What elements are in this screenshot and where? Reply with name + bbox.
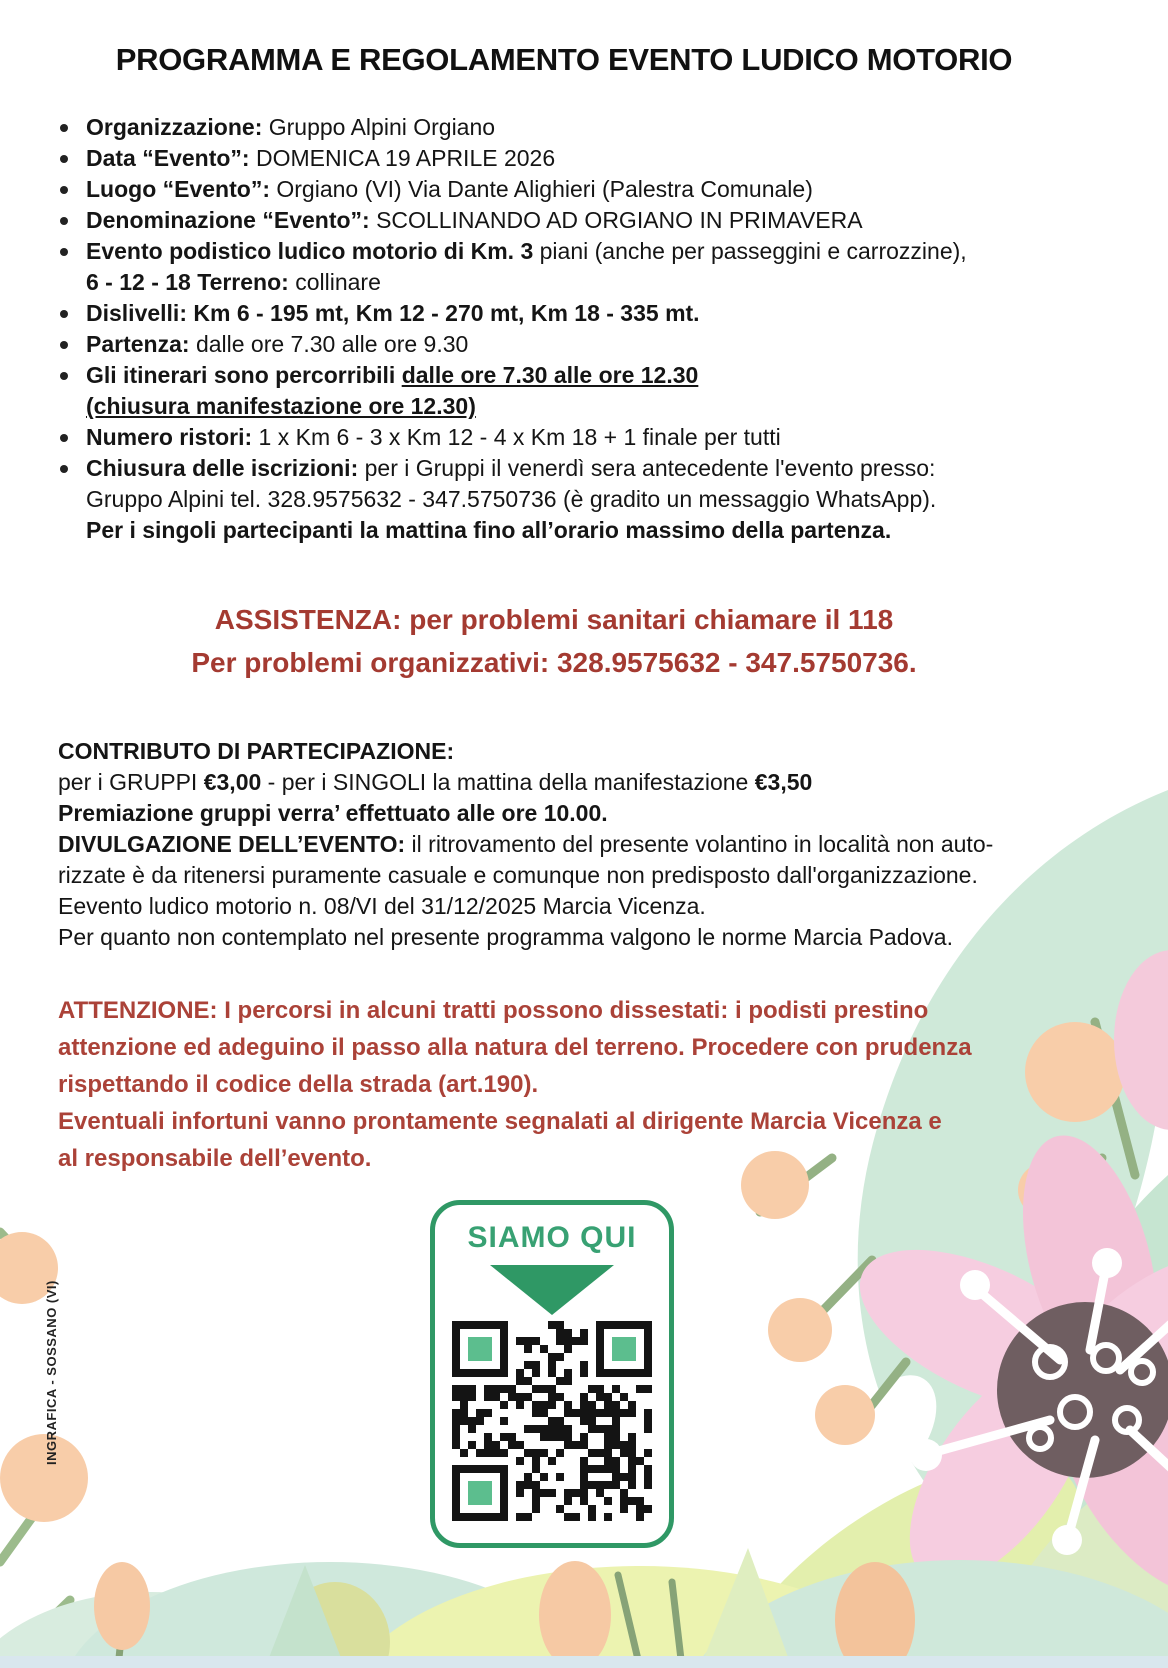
assistance-line-2: Per problemi organizzativi: 328.9575632 - 347.5750736. — [191, 647, 917, 678]
list-item-denominazione: Denominazione “Evento”: SCOLLINANDO AD ORGIANO IN PRIMAVERA — [52, 205, 1110, 236]
assistance-line-1: ASSISTENZA: per problemi sanitari chiamare il 118 — [214, 604, 894, 635]
list-item-data-evento: Data “Evento”: DOMENICA 19 APRILE 2026 — [52, 143, 1110, 174]
contributo-heading: CONTRIBUTO DI PARTECIPAZIONE: — [58, 738, 455, 764]
contributo-divulgazione: DIVULGAZIONE DELL’EVENTO: il ritrovamento del presente volantino in località non auto- rizzate è da ritenersi puramente casuale e comunque non predisposto dall'organizzazione. — [58, 831, 994, 888]
attention-notice — [58, 992, 1120, 1177]
list-item-chiusura-iscrizioni: Chiusura delle iscrizioni: per i Gruppi il venerdì sera antecedente l'evento presso: Gruppo Alpini tel. 328.9575632 - 347.5750736 (è gradito un messaggio WhatsApp). Per i singoli partecipanti la mattina fino all’orario massimo della partenza. — [52, 453, 1110, 546]
contributo-fees: per i GRUPPI €3,00 - per i SINGOLI la mattina della manifestazione €3,50 — [58, 769, 813, 795]
page-title: PROGRAMMA E REGOLAMENTO EVENTO LUDICO MOTORIO — [115, 42, 1013, 77]
siamo-qui-label: SIAMO QUI — [467, 1221, 637, 1254]
list-item-numero-ristori: Numero ristori: 1 x Km 6 - 3 x Km 12 - 4 x Km 18 + 1 finale per tutti — [52, 422, 1110, 453]
contributo-premiazione: Premiazione gruppi verra’ effettuato alle ore 10.00. — [58, 800, 608, 826]
event-info-list — [52, 112, 1110, 546]
down-arrow-icon — [490, 1265, 614, 1315]
list-item-evento-podistico: Evento podistico ludico motorio di Km. 3 piani (anche per passeggini e carrozzine), 6 - 12 - 18 Terreno: collinare — [52, 236, 1110, 298]
contributo-norme: Per quanto non contemplato nel presente programma valgono le norme Marcia Padova. — [58, 924, 953, 950]
assistance-notice — [60, 598, 1048, 684]
siamo-qui-badge — [430, 1200, 674, 1548]
list-item-itinerari: Gli itinerari sono percorribili dalle ore 7.30 alle ore 12.30 (chiusura manifestazione ore 12.30) — [52, 360, 1110, 422]
list-item-organizzazione: Organizzazione: Gruppo Alpini Orgiano — [52, 112, 1110, 143]
printer-credit: INGRAFICA - SOSSANO (VI) — [44, 1280, 59, 1465]
qr-code — [452, 1321, 652, 1521]
list-item-luogo-evento: Luogo “Evento”: Orgiano (VI) Via Dante Alighieri (Palestra Comunale) — [52, 174, 1110, 205]
list-item-dislivelli: Dislivelli: Km 6 - 195 mt, Km 12 - 270 mt, Km 18 - 335 mt. — [52, 298, 1110, 329]
participation-section — [58, 736, 1108, 953]
contributo-evento-num: Eevento ludico motorio n. 08/VI del 31/12/2025 Marcia Vicenza. — [58, 893, 706, 919]
list-item-partenza: Partenza: dalle ore 7.30 alle ore 9.30 — [52, 329, 1110, 360]
attention-paragraph-2: Eventuali infortuni vanno prontamente segnalati al dirigente Marcia Vicenza e al responsabile dell’evento. — [58, 1108, 942, 1172]
attention-paragraph-1: ATTENZIONE: I percorsi in alcuni tratti possono dissestati: i podisti prestino attenzione ed adeguino il passo alla natura del terreno. Procedere con prudenza rispettando il codice della strada (art.190). — [58, 997, 972, 1098]
